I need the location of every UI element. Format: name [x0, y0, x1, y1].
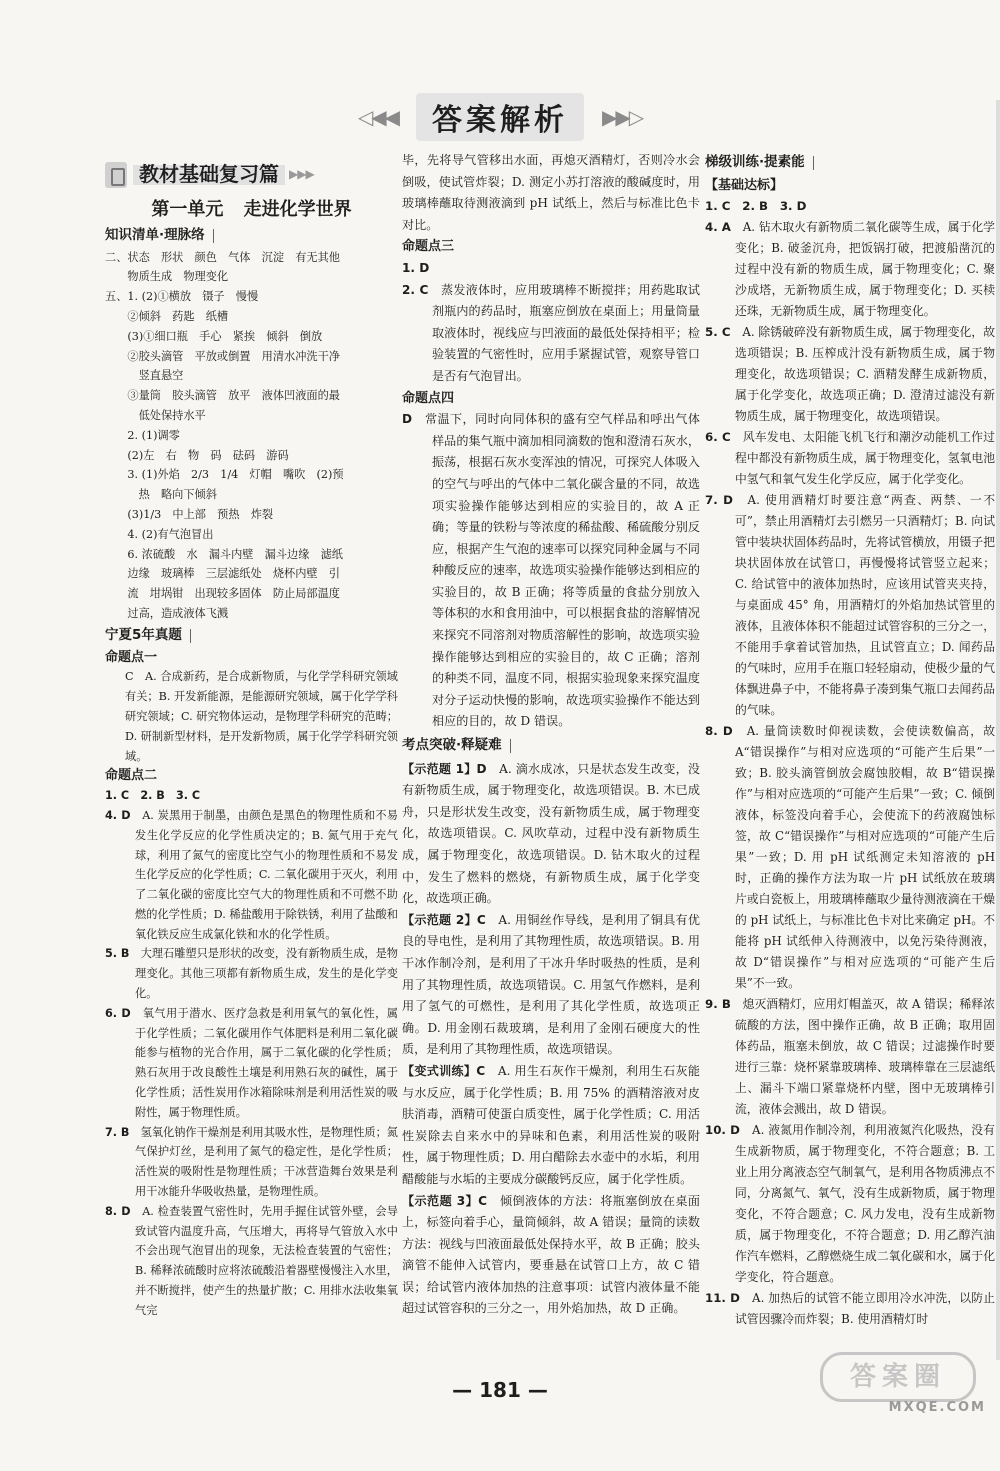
answer-number: 7. D	[705, 493, 733, 507]
answer-item	[402, 409, 700, 733]
list-line: 流 坩埚钳 出现较多固体 防止局部温度	[105, 587, 340, 601]
answer-number: 8. D	[705, 724, 733, 738]
answer-item	[105, 1123, 398, 1202]
list-line: 竖直悬空	[105, 369, 184, 383]
example-text: A. 用生石灰作干燥剂，利用生石灰能与水反应，属于化学性质；B. 用 75% 的酒精溶液对皮肤消毒，酒精可使蛋白质变性，属于化学性质；C. 用活性炭除去自来水中的异味和色素，利用活性炭的吸附性，属于物理性质；D. 用白醋除去水壶中的水垢，利用醋酸能与水垢的主要成分碳酸钙反应，属于化学性质。	[402, 1063, 700, 1186]
watermark-text: MXQE.COM	[888, 1400, 986, 1415]
section-heading-text: 知识清单·理脉络	[105, 226, 205, 243]
subheading: 命题点四	[402, 390, 455, 406]
answer-item	[105, 944, 398, 1003]
answer-item	[105, 1202, 398, 1321]
list-line: 6. 浓硫酸 水 漏斗内壁 漏斗边缘 滤纸	[105, 547, 343, 561]
section-heading-text: 宁夏5年真题	[105, 626, 182, 643]
answer-item	[705, 721, 995, 994]
answer-line: 1. D	[402, 260, 430, 275]
divider	[510, 739, 511, 753]
list-line: (3)1/3 中上部 预热 炸裂	[105, 507, 274, 521]
answer-item	[705, 322, 995, 427]
example-item	[402, 759, 700, 910]
watermark-logo: 答案圈	[820, 1352, 976, 1402]
left-arrows-icon: ◁◀◀	[357, 105, 398, 129]
column-3	[705, 150, 995, 1330]
page-edge	[996, 100, 1000, 1360]
section-heading	[105, 226, 398, 246]
example-item	[402, 910, 700, 1061]
answer-item	[402, 280, 700, 388]
knowledge-list	[105, 248, 398, 624]
page-title: 答案解析	[416, 93, 584, 141]
list-line: 过高，造成液体飞溅	[105, 606, 229, 620]
answer-number: 5. C	[705, 325, 731, 339]
answer-number: 4. D	[105, 808, 131, 822]
answer-item	[705, 1288, 995, 1330]
list-line: 3. (1)外焰 2/3 1/4 灯帽 嘴吹 (2)预	[105, 468, 344, 482]
answer-text: 氢氧化钠作干燥剂是利用其吸水性，是物理性质；氮气保护灯丝，是利用了氮气的稳定性，是化学性质；活性炭的吸附性是物理性质；干冰营造舞台效果是利用干冰能升华吸收热量，是物理性质。	[135, 1125, 398, 1199]
banner-title: 教材基础复习篇	[133, 165, 285, 185]
example-tag: 【示范题 2】C	[402, 912, 486, 927]
answer-item	[105, 806, 398, 945]
section-banner	[105, 158, 398, 192]
answer-number: 5. B	[105, 947, 130, 961]
answer-item	[105, 1004, 398, 1123]
answer-text: A. 加热后的试管不能立即用冷水冲洗，以防止试管因骤冷而炸裂；B. 使用酒精灯时	[735, 1291, 995, 1326]
answer-number: D	[402, 412, 413, 427]
answer-text: A. 使用酒精灯时要注意“两查、两禁、一不可”，禁止用酒精灯去引燃另一只酒精灯；B. 向试管中装块状固体药品时，先将试管横放，用镊子把块状固体放在试管口，再慢慢将试管竖立起来；C. 给试管中的液体加热时，应该用试管夹夹持，与桌面成 45° 角，用酒精灯的外焰加热试管里的液体，且液体体积不能超过试管容积的三分之一，不能用手拿着试管加热，且试管直立；D. 闻药品的气味时，应用手在瓶口轻轻扇动，使极少量的气体飘进鼻子中，不能将鼻子凑到集气瓶口去闻药品的气味。	[735, 493, 995, 717]
section-heading	[705, 152, 995, 173]
subheading: 命题点二	[105, 768, 158, 784]
answer-text: A. 钻木取火有新物质二氧化碳等生成，属于化学变化；B. 破釜沉舟，把饭锅打破，把渡船凿沉的过程中没有新的物质生成，属于物理变化；C. 聚沙成塔，无新物质生成，属于物理变化；D. 买椟还珠，无新物质生成，属于物理变化。	[735, 220, 995, 318]
unit-title: 第一单元 走进化学世界	[151, 199, 352, 220]
answer-text: 风车发电、太阳能飞机飞行和潮汐动能机工作过程中都没有新物质生成，属于物理变化，氢氧电池中氢气和氧气发生化学反应，属于化学变化。	[735, 430, 995, 486]
list-line: 热 略向下倾斜	[105, 488, 217, 502]
example-tag: 【变式训练】C	[402, 1063, 486, 1078]
answer-number: 11. D	[705, 1291, 740, 1305]
answer-item	[705, 427, 995, 490]
answer-text: 氧气用于潜水、医疗急救是利用氧气的氧化性，属于化学性质；二氧化碳用作气体肥料是利用二氧化碳能参与植物的光合作用，属于二氧化碳的化学性质；熟石灰用于改良酸性土壤是利用熟石灰的碱性，属于化学性质；活性炭用作冰箱除味剂是利用活性炭的吸附性，属于物理性质。	[135, 1006, 398, 1119]
example-text: A. 用铜丝作导线，是利用了铜具有优良的导电性，是利用了其物理性质，故选项错误。B. 用干冰作制冷剂，是利用了干冰升华时吸热的性质，是利用了其物理性质，故选项错误。C. 用氢气作燃料，是利用了氢气的可燃性，是利用了其化学性质，故选项正确。D. 用金刚石裁玻璃，是利用了金刚石硬度大的性质，是利用了其物理性质，故选项错误。	[402, 912, 700, 1057]
list-line: 物质生成 物理变化	[105, 270, 229, 284]
answer-text: A. 炭黑用于制墨，由颜色是黑色的物理性质和不易发生化学反应的化学性质决定的；B. 氮气用于充气球，利用了氮气的密度比空气小的物理性质和不易发生化学反应的化学性质；C. 二氧化碳用于灭火，利用了二氧化碳的密度比空气大的物理性质和不可燃不助燃的化学性质；D. 稀盐酸用于除铁锈，利用了盐酸和氧化铁反应生成氯化铁和水的化学性质。	[135, 808, 398, 941]
right-arrows-icon: ▶▶▷	[602, 105, 643, 129]
example-item	[402, 1191, 700, 1321]
answer-number: 8. D	[105, 1204, 131, 1218]
example-tag: 【示范题 1】D	[402, 761, 487, 776]
list-line: 五、1. (2)①横放 镊子 慢慢	[105, 290, 259, 304]
page-number: — 181 —	[452, 1378, 548, 1402]
answer-text: 蒸发液体时，应用玻璃棒不断搅拌；用药匙取试剂瓶内的药品时，瓶塞应倒放在桌面上；用量筒量取液体时，视线应与凹液面的最低处保持相平；检验装置的气密性时，应用手紧握试管，观察导管口是否有气泡冒出。	[432, 282, 700, 383]
answer-text: A. 除锈破碎没有新物质生成，属于物理变化，故选项错误；B. 压榨成汁没有新物质生成，属于物理变化，故选项错误；C. 酒精发酵生成新物质，属于化学变化，故选项正确；D. 澄清过滤没有新物质生成，属于物理变化，故选项错误。	[735, 325, 995, 423]
list-line: ②胶头滴管 平放或倒置 用清水冲洗干净	[105, 349, 340, 363]
answer-item	[705, 1120, 995, 1288]
subheading: 【基础达标】	[705, 178, 784, 193]
banner-arrows-icon: ▶▶▶	[289, 167, 314, 182]
answer-text: 熄灭酒精灯，应用灯帽盖灭，故 A 错误；稀释浓硫酸的方法，图中操作正确，故 B 正确；取用固体药品，瓶塞未倒放，故 C 错误；过滤操作时要进行三靠：烧杯紧靠玻璃棒、玻璃棒靠在三层滤纸上、漏斗下端口紧靠烧杯内壁，图中无玻璃棒引流，液体会溅出，故 D 错误。	[735, 997, 995, 1116]
divider	[813, 156, 814, 170]
list-line: 二、状态 形状 颜色 气体 沉淀 有无其他	[105, 250, 340, 264]
answer-item	[705, 490, 995, 721]
answer-number: 2. C	[402, 282, 429, 297]
answer-number: 4. A	[705, 220, 731, 234]
answer-number: 10. D	[705, 1123, 740, 1137]
answer-paragraph: C A. 合成新药，是合成新物质，与化学学科研究领域有关；B. 开发新能源，是能源研究领域，属于化学学科研究领域；C. 研究物体运动，是物理学科研究的范畴；D. 研制新型材料，是开发新物质，属于化学学科研究领域。	[125, 670, 398, 763]
answer-number: 6. D	[105, 1006, 131, 1020]
answer-line: 1. C 2. B 3. D	[705, 199, 807, 213]
answer-text: 常温下，同时向同体积的盛有空气样品和呼出气体样品的集气瓶中滴加相同滴数的饱和澄清石灰水，振荡，根据石灰水变浑浊的情况，可探究人体吸入的空气与呼出的气体中二氧化碳含量的不同，故选项实验操作能够达到相应的实验目的，故 A 正确；等量的铁粉与等浓度的稀盐酸、稀硫酸分别反应，根据产生气泡的速率可以探究同种金属与不同种酸反应的速率，故选项实验操作能够达到相应的实验目的，故 B 正确；将等质量的食盐分别放入等体积的水和食用油中，可以根据食盐的溶解情况来探究不同溶剂对物质溶解性的影响，故选项实验操作能够达到相应的实验目的，故 C 正确；溶剂的种类不同，温度不同，根据实验现象来探究温度对分子运动快慢的影响，故选项实验操作不能达到相应的目的，故 D 错误。	[425, 412, 700, 729]
answer-text: A. 液氮用作制冷剂，利用液氮汽化吸热，没有生成新物质，属于物理变化，不符合题意；B. 工业上用分离液态空气制氧气，是利用各物质沸点不同，分离氮气、氧气，没有生成新物质，属于物理变化，不符合题意；C. 风力发电，没有生成新物质，属于物理变化，不符合题意；D. 用乙醇汽油作汽车燃料，乙醇燃烧生成二氧化碳和水，属于化学变化，符合题意。	[735, 1123, 995, 1284]
answer-paragraph: 毕，先将导气管移出水面，再熄灭酒精灯，否则冷水会倒吸，使试管炸裂；D. 测定小苏打溶液的酸碱度时，用玻璃棒蘸取待测液滴到 pH 试纸上，然后与标准比色卡对比。	[402, 153, 700, 232]
answer-number: 9. B	[705, 997, 731, 1011]
section-heading	[105, 626, 398, 646]
example-text: A. 滴水成冰，只是状态发生改变，没有新物质生成，属于物理变化，故选项错误。B. 木已成舟，只是形状发生改变，没有新物质生成，属于物理变化，故选项错误。C. 风吹草动，过程中没有新物质生成，属于物理变化，故选项错误。D. 钻木取火的过程中，发生了燃料的燃烧，有新物质生成，属于化学变化，故选项正确。	[402, 761, 700, 906]
divider	[213, 229, 214, 243]
answer-item	[705, 994, 995, 1120]
list-line: ②倾斜 药匙 纸槽	[105, 309, 229, 323]
example-text: 倾倒液体的方法：将瓶塞倒放在桌面上，标签向着手心，量筒倾斜，故 A 错误；量筒的读数方法：视线与凹液面最低处保持水平，故 B 正确；胶头滴管不能伸入试管内，要垂悬在试管口上方，故 C 错误；给试管内液体加热的注意事项：试管内液体量不能超过试管容积的三分之一，用外焰加热，故 D 正确。	[402, 1193, 700, 1316]
list-line: ③量筒 胶头滴管 放平 液体凹液面的最	[105, 389, 340, 403]
list-line: 低处保持水平	[105, 408, 206, 422]
divider	[190, 629, 191, 643]
list-line: (3)①细口瓶 手心 紧挨 倾斜 倒放	[105, 329, 323, 343]
subheading: 命题点一	[105, 649, 158, 665]
answer-text: 大理石雕塑只是形状的改变，没有新物质生成，是物理变化。其他三项都有新物质生成，发生的是化学变化。	[135, 947, 398, 1001]
example-item	[402, 1061, 700, 1191]
column-1	[105, 150, 398, 1321]
section-heading	[402, 735, 700, 757]
answer-text: A. 量筒读数时仰视读数，会使读数偏高，故 A“错误操作”与相对应选项的“可能产生后果”一致；B. 胶头滴管倒放会腐蚀胶帽，故 B“错误操作”与相对应选项的“可能产生后果”一致；C. 倾倒液体，标签没向着手心，会使流下的药液腐蚀标签，故 C“错误操作”与相对应选项的“可能产生后果”一致；D. 用 pH 试纸测定未知溶液的 pH 时，正确的操作方法为取一片 pH 试纸放在玻璃片或白瓷板上，用玻璃棒蘸取少量待测液滴在干燥的 pH 试纸上，与标准比色卡对比来确定 pH。不能将 pH 试纸伸入待测液中，以免污染待测液，故 D“错误操作”与相对应选项的“可能产生后果”不一致。	[735, 724, 995, 990]
section-heading-text: 考点突破·释疑难	[402, 737, 502, 754]
answer-line: 1. C 2. B 3. C	[105, 789, 201, 803]
page-header	[0, 92, 1000, 142]
book-icon	[105, 162, 127, 188]
section-heading-text: 梯级训练·提素能	[705, 154, 805, 170]
list-line: 边缘 玻璃棒 三层滤纸处 烧杯内壁 引	[105, 567, 340, 581]
list-line: 2. (1)调零	[105, 428, 180, 442]
subheading: 命题点三	[402, 239, 455, 255]
column-2	[402, 150, 700, 1320]
list-line: (2)左 右 物 码 砝码 游码	[105, 448, 289, 462]
answer-text: A. 检查装置气密性时，先用手握住试管外壁，会导致试管内温度升高，气压增大，再将导气管放入水中不会出现气泡冒出的现象，无法检查装置的气密性；B. 稀释浓硫酸时应将浓硫酸沿着器壁慢慢注入水里，并不断搅拌，使产生的热量扩散；C. 用排水法收集氧气完	[135, 1204, 398, 1317]
answer-item	[705, 217, 995, 322]
answer-number: 7. B	[105, 1125, 130, 1139]
answer-number: 6. C	[705, 430, 731, 444]
example-tag: 【示范题 3】C	[402, 1193, 488, 1208]
list-line: 4. (2)有气泡冒出	[105, 527, 214, 541]
